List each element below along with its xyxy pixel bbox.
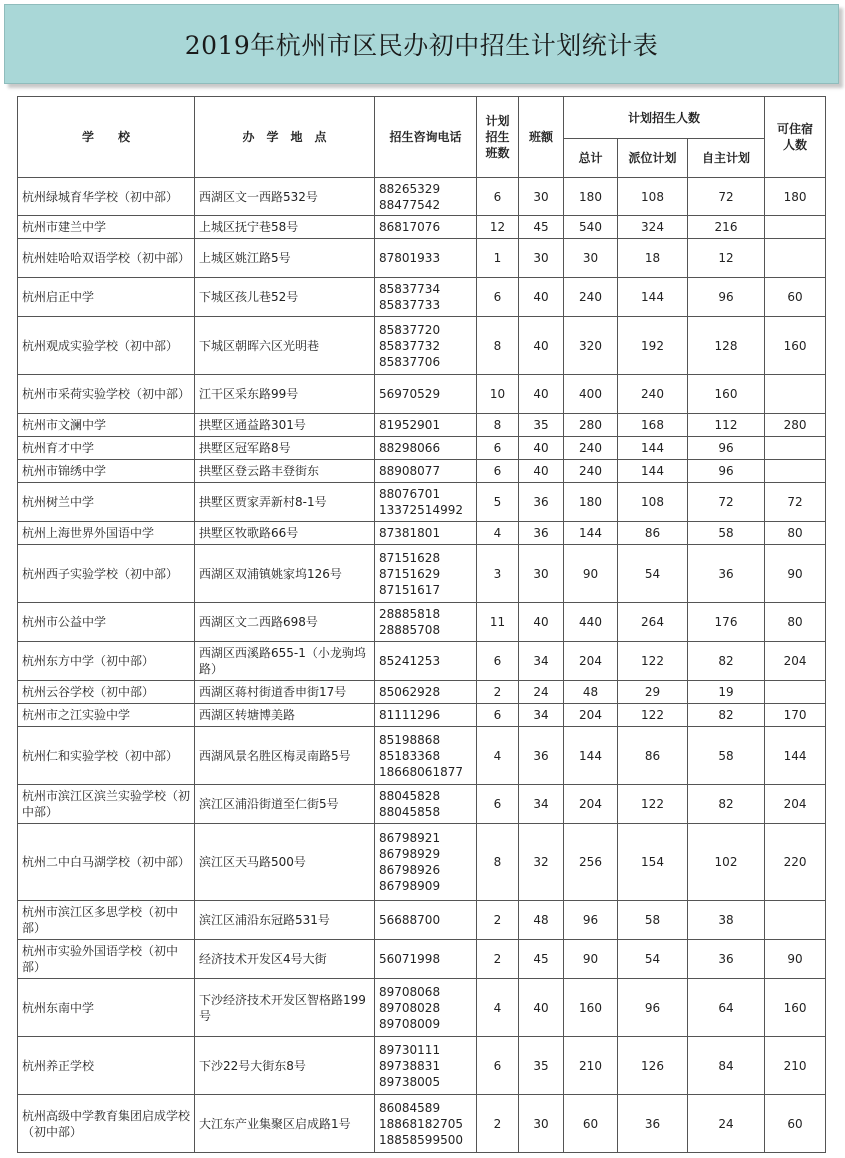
assigned-cell: 324 [618,216,688,239]
phone-cell [375,1037,477,1095]
school-cell: 杭州绿城育华学校（初中部） [18,178,195,216]
assigned-cell: 86 [618,727,688,785]
school-cell: 杭州树兰中学 [18,483,195,522]
total-cell: 210 [564,1037,618,1095]
phone-number: 85837733 [379,298,441,312]
phone-number: 85183368 [379,748,441,763]
address-cell: 西湖区双浦镇姚家坞126号 [195,545,375,603]
phone-number: 56970529 [379,387,441,401]
school-cell: 杭州市建兰中学 [18,216,195,239]
boarding-cell: 160 [765,317,826,375]
class-size-cell: 48 [519,901,564,940]
assigned-cell: 144 [618,437,688,460]
boarding-cell: 160 [765,979,826,1037]
header-total: 总计 [564,139,618,178]
independent-cell: 102 [688,824,765,901]
class-size-cell: 34 [519,704,564,727]
school-cell: 杭州高级中学教育集团启成学校（初中部） [18,1095,195,1153]
assigned-cell: 144 [618,460,688,483]
assigned-cell: 168 [618,414,688,437]
phone-number: 56688700 [379,913,441,927]
assigned-cell: 126 [618,1037,688,1095]
classes-cell: 5 [477,483,519,522]
phone-cell [375,317,477,375]
table-row [18,901,826,940]
phone-cell [375,375,477,414]
class-size-cell: 30 [519,545,564,603]
phone-cell [375,727,477,785]
phone-cell [375,642,477,681]
classes-cell: 11 [477,603,519,642]
table-row [18,785,826,824]
table-row [18,603,826,642]
assigned-cell: 108 [618,178,688,216]
phone-number: 89730111 [379,1042,441,1057]
school-cell: 杭州育才中学 [18,437,195,460]
assigned-cell: 54 [618,545,688,603]
class-size-cell: 40 [519,603,564,642]
assigned-cell: 29 [618,681,688,704]
phone-number: 86084589 [379,1100,441,1115]
table-row [18,278,826,317]
classes-cell: 3 [477,545,519,603]
table-row [18,1095,826,1153]
phone-number: 81111296 [379,708,441,722]
class-size-cell: 36 [519,522,564,545]
assigned-cell: 96 [618,979,688,1037]
phone-number: 86798929 [379,847,441,861]
independent-cell: 36 [688,545,765,603]
phone-cell [375,522,477,545]
independent-cell: 64 [688,979,765,1037]
boarding-cell [765,216,826,239]
table-row [18,824,826,901]
address-cell: 经济技术开发区4号大街 [195,940,375,979]
class-size-cell: 34 [519,642,564,681]
phone-number: 85062928 [379,685,441,699]
classes-cell: 6 [477,178,519,216]
address-cell: 上城区姚江路5号 [195,239,375,278]
independent-cell: 96 [688,437,765,460]
header-school: 学 校 [18,97,195,178]
classes-cell: 1 [477,239,519,278]
school-cell: 杭州市公益中学 [18,603,195,642]
phone-number: 87151628 [379,550,441,565]
phone-cell [375,437,477,460]
total-cell: 48 [564,681,618,704]
table-row [18,727,826,785]
class-size-cell: 32 [519,824,564,901]
independent-cell: 82 [688,704,765,727]
classes-cell: 4 [477,727,519,785]
phone-number: 13372514992 [379,503,463,517]
total-cell: 256 [564,824,618,901]
class-size-cell: 30 [519,178,564,216]
address-cell: 西湖风景名胜区梅灵南路5号 [195,727,375,785]
enrollment-table [17,96,826,1153]
phone-number: 81952901 [379,418,441,432]
independent-cell: 128 [688,317,765,375]
total-cell: 204 [564,785,618,824]
table-row [18,178,826,216]
school-cell: 杭州市采荷实验学校（初中部） [18,375,195,414]
phone-number: 85198868 [379,732,441,747]
table-row [18,437,826,460]
independent-cell: 12 [688,239,765,278]
class-size-cell: 30 [519,1095,564,1153]
address-cell: 西湖区转塘博美路 [195,704,375,727]
phone-cell [375,460,477,483]
phone-cell [375,278,477,317]
total-cell: 90 [564,940,618,979]
phone-number: 88045858 [379,805,441,819]
independent-cell: 112 [688,414,765,437]
total-cell: 30 [564,239,618,278]
class-size-cell: 36 [519,727,564,785]
table-row [18,1037,826,1095]
boarding-cell: 280 [765,414,826,437]
table-row [18,317,826,375]
classes-cell: 4 [477,522,519,545]
classes-cell: 8 [477,317,519,375]
header-plan-group: 计划招生人数 [564,97,765,139]
school-cell: 杭州云谷学校（初中部） [18,681,195,704]
phone-number: 88477542 [379,197,441,212]
assigned-cell: 86 [618,522,688,545]
phone-number: 85837706 [379,354,441,369]
phone-cell [375,681,477,704]
address-cell: 西湖区蒋村街道香申街17号 [195,681,375,704]
classes-cell: 2 [477,940,519,979]
boarding-cell [765,460,826,483]
phone-number: 88298066 [379,441,441,455]
school-cell: 杭州市锦绣中学 [18,460,195,483]
school-cell: 杭州市文澜中学 [18,414,195,437]
boarding-cell: 204 [765,642,826,681]
phone-cell [375,216,477,239]
phone-number: 18858599500 [379,1132,463,1147]
boarding-cell: 60 [765,278,826,317]
phone-number: 85241253 [379,654,441,668]
classes-cell: 6 [477,704,519,727]
boarding-cell: 204 [765,785,826,824]
total-cell: 180 [564,483,618,522]
total-cell: 144 [564,727,618,785]
address-cell: 拱墅区通益路301号 [195,414,375,437]
boarding-cell [765,681,826,704]
independent-cell: 58 [688,522,765,545]
assigned-cell: 240 [618,375,688,414]
phone-number: 87151629 [379,566,441,581]
school-cell: 杭州市滨江区多思学校（初中部） [18,901,195,940]
independent-cell: 160 [688,375,765,414]
address-cell: 拱墅区登云路丰登街东 [195,460,375,483]
classes-cell: 8 [477,824,519,901]
classes-cell: 2 [477,681,519,704]
boarding-cell [765,437,826,460]
assigned-cell: 144 [618,278,688,317]
independent-cell: 216 [688,216,765,239]
table-row [18,375,826,414]
classes-cell: 2 [477,901,519,940]
boarding-cell: 220 [765,824,826,901]
classes-cell: 10 [477,375,519,414]
assigned-cell: 192 [618,317,688,375]
total-cell: 160 [564,979,618,1037]
assigned-cell: 264 [618,603,688,642]
independent-cell: 176 [688,603,765,642]
address-cell: 滨江区天马路500号 [195,824,375,901]
phone-number: 86798926 [379,863,441,877]
boarding-cell: 80 [765,603,826,642]
phone-number: 85837732 [379,338,441,353]
header-classes: 计划招生班数 [477,97,519,178]
class-size-cell: 40 [519,437,564,460]
total-cell: 400 [564,375,618,414]
classes-cell: 4 [477,979,519,1037]
school-cell: 杭州上海世界外国语中学 [18,522,195,545]
address-cell: 西湖区西溪路655-1（小龙驹坞路） [195,642,375,681]
phone-cell [375,979,477,1037]
boarding-cell: 170 [765,704,826,727]
address-cell: 滨江区浦沿东冠路531号 [195,901,375,940]
independent-cell: 96 [688,460,765,483]
address-cell: 下城区朝晖六区光明巷 [195,317,375,375]
boarding-cell: 144 [765,727,826,785]
assigned-cell: 108 [618,483,688,522]
boarding-cell [765,239,826,278]
assigned-cell: 122 [618,642,688,681]
address-cell: 江干区采东路99号 [195,375,375,414]
table-row [18,522,826,545]
school-cell: 杭州市实验外国语学校（初中部） [18,940,195,979]
phone-cell [375,824,477,901]
classes-cell: 2 [477,1095,519,1153]
phone-cell [375,414,477,437]
class-size-cell: 24 [519,681,564,704]
total-cell: 204 [564,704,618,727]
header-class-size: 班额 [519,97,564,178]
table-row [18,239,826,278]
independent-cell: 72 [688,178,765,216]
total-cell: 180 [564,178,618,216]
school-cell: 杭州娃哈哈双语学校（初中部） [18,239,195,278]
phone-number: 85837734 [379,282,441,296]
total-cell: 440 [564,603,618,642]
total-cell: 320 [564,317,618,375]
class-size-cell: 45 [519,940,564,979]
total-cell: 96 [564,901,618,940]
boarding-cell: 180 [765,178,826,216]
assigned-cell: 54 [618,940,688,979]
phone-number: 87801933 [379,251,441,265]
header-boarding: 可住宿人数 [765,97,826,178]
total-cell: 540 [564,216,618,239]
phone-number: 85837720 [379,322,441,337]
total-cell: 240 [564,437,618,460]
address-cell: 拱墅区冠军路8号 [195,437,375,460]
table-row [18,414,826,437]
address-cell: 西湖区文二西路698号 [195,603,375,642]
class-size-cell: 40 [519,317,564,375]
independent-cell: 82 [688,642,765,681]
phone-number: 18868182705 [379,1116,463,1131]
school-cell: 杭州西子实验学校（初中部） [18,545,195,603]
phone-number: 88908077 [379,464,441,478]
independent-cell: 96 [688,278,765,317]
header-independent: 自主计划 [688,139,765,178]
classes-cell: 6 [477,278,519,317]
address-cell: 滨江区浦沿街道至仁街5号 [195,785,375,824]
total-cell: 204 [564,642,618,681]
assigned-cell: 18 [618,239,688,278]
phone-number: 88076701 [379,487,441,501]
table-body [18,178,826,1153]
phone-number: 28885708 [379,623,441,637]
class-size-cell: 45 [519,216,564,239]
total-cell: 240 [564,460,618,483]
phone-number: 89708028 [379,1000,441,1015]
boarding-cell: 72 [765,483,826,522]
table-row [18,216,826,239]
phone-cell [375,603,477,642]
address-cell: 拱墅区牧歌路66号 [195,522,375,545]
table-row [18,460,826,483]
independent-cell: 19 [688,681,765,704]
classes-cell: 6 [477,437,519,460]
boarding-cell [765,375,826,414]
phone-number: 28885818 [379,607,441,621]
school-cell: 杭州市之江实验中学 [18,704,195,727]
table-row [18,940,826,979]
address-cell: 大江东产业集聚区启成路1号 [195,1095,375,1153]
boarding-cell: 90 [765,940,826,979]
phone-number: 88265329 [379,181,441,196]
independent-cell: 82 [688,785,765,824]
class-size-cell: 35 [519,414,564,437]
table-row [18,483,826,522]
school-cell: 杭州东方中学（初中部） [18,642,195,681]
class-size-cell: 40 [519,979,564,1037]
page-title: 2019年杭州市区民办初中招生计划统计表 [184,31,659,60]
header-assigned: 派位计划 [618,139,688,178]
table-row [18,642,826,681]
phone-cell [375,483,477,522]
title-banner [4,4,839,84]
school-cell: 杭州市滨江区滨兰实验学校（初中部） [18,785,195,824]
school-cell: 杭州养正学校 [18,1037,195,1095]
independent-cell: 72 [688,483,765,522]
classes-cell: 6 [477,460,519,483]
total-cell: 144 [564,522,618,545]
phone-number: 89708009 [379,1016,441,1031]
class-size-cell: 40 [519,375,564,414]
independent-cell: 84 [688,1037,765,1095]
phone-number: 88045828 [379,789,441,803]
address-cell: 下沙经济技术开发区智格路199号 [195,979,375,1037]
classes-cell: 8 [477,414,519,437]
classes-cell: 6 [477,642,519,681]
phone-cell [375,178,477,216]
independent-cell: 36 [688,940,765,979]
phone-number: 86817076 [379,220,441,234]
assigned-cell: 154 [618,824,688,901]
total-cell: 90 [564,545,618,603]
school-cell: 杭州二中白马湖学校（初中部） [18,824,195,901]
phone-cell [375,545,477,603]
phone-cell [375,1095,477,1153]
phone-cell [375,940,477,979]
table-row [18,979,826,1037]
class-size-cell: 30 [519,239,564,278]
assigned-cell: 122 [618,704,688,727]
boarding-cell: 60 [765,1095,826,1153]
school-cell: 杭州东南中学 [18,979,195,1037]
school-cell: 杭州仁和实验学校（初中部） [18,727,195,785]
header-phone: 招生咨询电话 [375,97,477,178]
header-address: 办 学 地 点 [195,97,375,178]
boarding-cell [765,901,826,940]
independent-cell: 58 [688,727,765,785]
assigned-cell: 122 [618,785,688,824]
classes-cell: 12 [477,216,519,239]
independent-cell: 38 [688,901,765,940]
address-cell: 拱墅区贾家弄新村8-1号 [195,483,375,522]
classes-cell: 6 [477,1037,519,1095]
school-cell: 杭州启正中学 [18,278,195,317]
boarding-cell: 90 [765,545,826,603]
class-size-cell: 40 [519,278,564,317]
total-cell: 60 [564,1095,618,1153]
phone-number: 87381801 [379,526,441,540]
phone-number: 56071998 [379,952,441,966]
table-row [18,681,826,704]
independent-cell: 24 [688,1095,765,1153]
school-cell: 杭州观成实验学校（初中部） [18,317,195,375]
phone-number: 18668061877 [379,764,463,779]
class-size-cell: 34 [519,785,564,824]
phone-cell [375,239,477,278]
total-cell: 240 [564,278,618,317]
total-cell: 280 [564,414,618,437]
phone-cell [375,785,477,824]
class-size-cell: 35 [519,1037,564,1095]
class-size-cell: 40 [519,460,564,483]
boarding-cell: 210 [765,1037,826,1095]
class-size-cell: 36 [519,483,564,522]
address-cell: 下沙22号大街东8号 [195,1037,375,1095]
phone-number: 89738831 [379,1058,441,1073]
classes-cell: 6 [477,785,519,824]
phone-number: 89708068 [379,984,441,999]
phone-number: 87151617 [379,582,441,597]
assigned-cell: 36 [618,1095,688,1153]
boarding-cell: 80 [765,522,826,545]
phone-cell [375,704,477,727]
address-cell: 上城区抚宁巷58号 [195,216,375,239]
phone-number: 89738005 [379,1074,441,1089]
address-cell: 下城区孩儿巷52号 [195,278,375,317]
table-row [18,704,826,727]
assigned-cell: 58 [618,901,688,940]
phone-number: 86798909 [379,879,441,893]
phone-number: 86798921 [379,831,441,845]
table-row [18,545,826,603]
address-cell: 西湖区文一西路532号 [195,178,375,216]
phone-cell [375,901,477,940]
